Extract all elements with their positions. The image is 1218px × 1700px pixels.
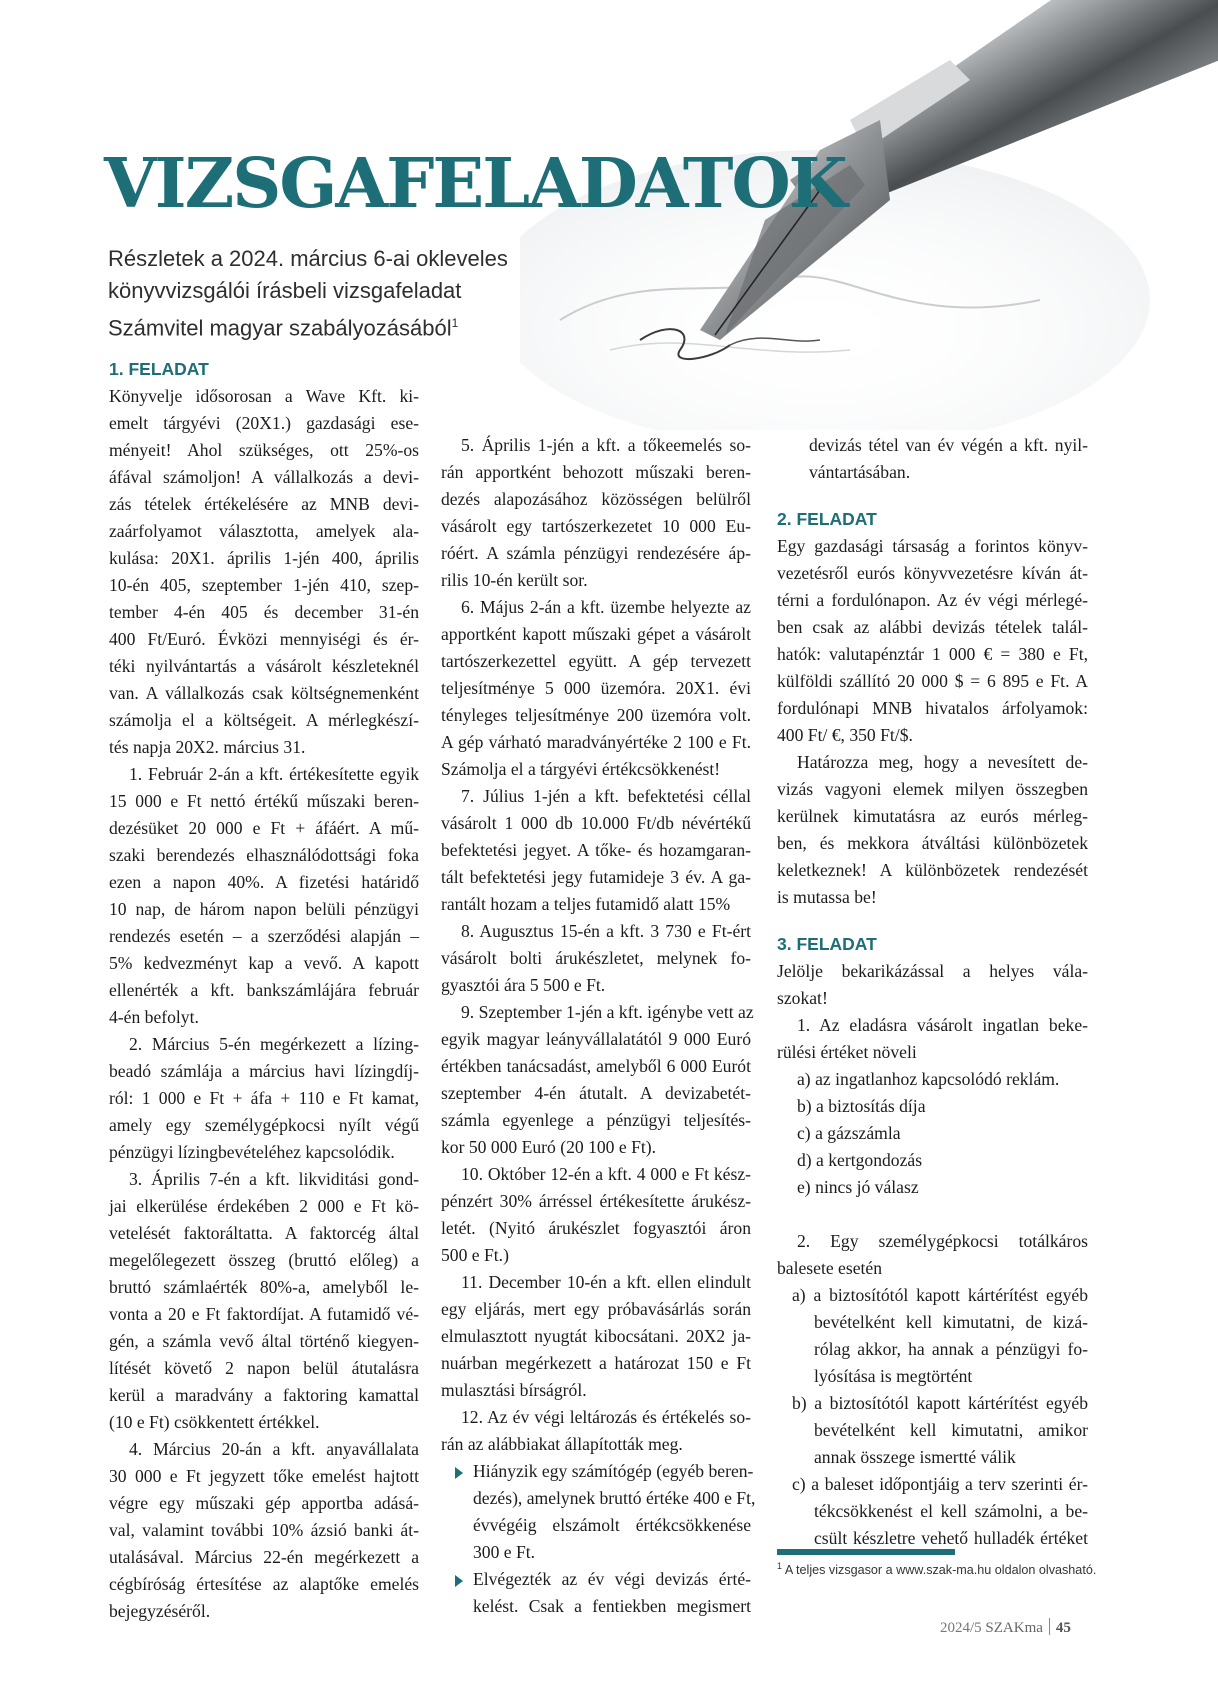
task-1-item-7: 7. Július 1-jén a kft. befektetési céllal vásárolt 1 000 db 10.000 Ft/db névértékű befektetési jegyet. A tőke- és hozamgaran- tált befektetési jegy futamideje 3 év. A ga- rantált hozam a teljes futamidő alatt 15% [441, 786, 751, 914]
spacer [777, 1201, 1088, 1228]
answer-option: c) a gázszámla [797, 1123, 901, 1143]
task-2-paragraph: Egy gazdasági társaság a forintos könyv- vezetésről eurós könyvvezetésre kíván át- térni a fordulónapon. Az év végi mérlegé- ben csak az alábbi devizás tételek talál- hatók: valutapénztár 1 000 € = 380 e Ft, külföldi szállító 20 000 $ = 6 895 e Ft. A fordulónapi MNB hivatalos árfolyamok: 400 Ft/ €, 350 Ft/$. [777, 536, 1088, 745]
task-3-intro: Jelölje bekarikázással a helyes vála- szokat! [777, 961, 1088, 1008]
answer-option: c) a baleset időpontjáig a terv szerinti ér- tékcsökkenést el kell számolni, a be- csült készletre vehető hulladék értéket [792, 1474, 1088, 1548]
list-item: Elvégezték az év végi devizás érté- kelést. Csak a fentiekben megismert [441, 1566, 751, 1620]
task-1-item-3: 3. Április 7-én a kft. likviditási gond- jai elkerülése érdekében 2 000 e Ft kö- vetelését faktoráltatta. A faktorcég által megelőlegezett összeg (bruttó előleg) a bruttó számlaérték 80%-a, amelyből le- vonta a 20 e Ft faktordíjat. A futamidő vé- gén, a számla vevő által történő kiegyen- lítését követő 2 napon belül átutalásra kerül a maradvány a faktoring kamattal (10 e Ft) csökkentett értékkel. [109, 1169, 419, 1432]
task-1-item-4: 4. Március 20-án a kft. anyavállalata 30 000 e Ft jegyzett tőke emelést hajtott végre egy műszaki gép apportba adásá- val, valamint további 10% ázsió banki át- utalásával. Március 22-én megérkezett a cégbíróság értesítése az alaptőke emelés bejegyzéséről. [109, 1439, 419, 1621]
triangle-bullet-icon [455, 1467, 463, 1479]
footnote: $^1$ A teljes vizsgasor a www.szak-ma.hu oldalon olvasható. [777, 1561, 1097, 1578]
answer-option: b) a biztosítótól kapott kártérítést egyéb bevételként kell kimutatni, amikor annak összege ismertté válik [792, 1393, 1088, 1467]
task-1-item-8: 8. Augusztus 15-én a kft. 3 730 e Ft-ért vásárolt bolti árukészletet, melynek fo- gyasztói ára 5 500 e Ft. [441, 921, 751, 995]
answer-option: a) a biztosítótól kapott kártérítést egyéb bevételként kell kimutatni, de kizá- rólag akkor, ha annak a pénzügyi fo- lyósítása is megtörtént [792, 1285, 1088, 1386]
column-2 [441, 432, 756, 1620]
divider [1049, 1618, 1050, 1635]
subtitle [108, 243, 578, 344]
answer-option: a) az ingatlanhoz kapcsolódó reklám. [797, 1069, 1060, 1089]
subtitle-line: könyvvizsgálói írásbeli vizsgafeladat [108, 278, 462, 303]
task-1-item-9: 9. Szeptember 1-jén a kft. igénybe vett az egyik magyar leányvállalatától 9 000 Euró értékben tanácsadást, amelyből 6 000 Eurót szeptember 4-én átutalt. A devizabetét- számla egyenlege a pénzügyi teljesítés- kor 50 000 Euró (20 100 e Ft). [441, 1002, 754, 1157]
question-1: 1. Az eladásra vásárolt ingatlan beke- rülési értéket növeli a) az ingatlanhoz kapcsolódó reklám. b) a biztosítás díja c) a gázszámla d) a kertgondozás e) nincs jó válasz [777, 1012, 1088, 1201]
task-2-paragraph: Határozza meg, hogy a nevesített de- vizás vagyoni elemek milyen összegben kerülnek kimutatásra az eurós mérleg- ben, és mekkora átváltási különbözetek keletkeznek! A különbözetek rendezését is mutassa be! [777, 752, 1088, 907]
page-number: 45 [1055, 1620, 1071, 1636]
footnote-mark: 1 [451, 316, 459, 330]
task-1-heading: 1. FELADAT [109, 359, 209, 379]
task-1-item-12: 12. Az év végi leltározás és értékelés so- rán az alábbiakat állapították meg. [441, 1407, 751, 1454]
page-footer [940, 1618, 1071, 1637]
task-1-item-11: 11. December 10-én a kft. ellen elindult egy eljárás, mert egy próbavásárlás során elmulasztott nyugtát kibocsátani. 20X2 ja- nuárban megérkezett a határozat 150 e Ft mulasztási bírságról. [441, 1272, 751, 1400]
footnote-divider [777, 1549, 955, 1555]
list-item-continued: devizás tétel van év végén a kft. nyil- vántartásában. [809, 435, 1088, 482]
task-1-item-10: 10. Október 12-én a kft. 4 000 e Ft kész- pénzért 30% árréssel értékesítette árukész- letét. (Nyitó árukészlet fogyasztói áron 500 e Ft.) [441, 1164, 751, 1265]
subtitle-line: Számvitel magyar szabályozásából$^1$ [108, 315, 459, 341]
answer-option: e) nincs jó válasz [797, 1177, 919, 1197]
issue-number: 2024/5 [940, 1620, 982, 1636]
task-1-item-6: 6. Május 2-án a kft. üzembe helyezte az apportként kapott műszaki gépet a vásárolt tartószerkezettel együtt. A gép tervezett teljesítménye 5 000 üzemóra. 20X1. évi tényleges teljesítménye 200 üzemóra volt. A gép várható maradványértéke 2 100 e Ft. Számolja el a tárgyévi értékcsökkenést! [441, 597, 751, 779]
list-item: Hiányzik egy számítógép (egyéb beren- dezés), amelynek bruttó értéke 400 e Ft, évvégéig elszámolt értékcsökkenése 300 e Ft. [441, 1458, 751, 1566]
magazine-name: SZAKma [985, 1620, 1043, 1636]
task-1-item-1: 1. Február 2-án a kft. értékesítette egyik 15 000 e Ft nettó értékű műszaki beren- dezésüket 20 000 e Ft + áfáért. A mű- szaki berendezés elhasználódottsági foka ezen a napon 40%. A fizetési határidő 10 nap, de három napon belüli pénzügyi rendezés esetén – a szerződési alapján – 5% kedvezményt kap a vevő. A kapott ellenérték a kft. bankszámlájára február 4-én befolyt. [109, 764, 419, 1027]
answer-option: d) a kertgondozás [797, 1150, 923, 1170]
question-2: 2. Egy személygépkocsi totálkáros balesete esetén a) a biztosítótól kapott kártérítést egyéb bevételként kell kimutatni, de kizá- rólag akkor, ha annak a pénzügyi fo- lyósítása is megtörtént b) a biztosítótól kapott kártérítést egyéb bevételként kell kimutatni, amikor annak összege ismertté válik c) a baleset időpontjáig a terv szerinti ér- tékcsökkenést el kell számolni, a be- csült készletre vehető hulladék értéket [777, 1228, 1088, 1552]
task-2-heading: 2. FELADAT [777, 509, 877, 529]
subtitle-line: Részletek a 2024. március 6-ai okleveles [108, 246, 508, 271]
task-1-item-2: 2. Március 5-én megérkezett a lízing- beadó számlája a március havi lízingdíj- ról: 1 000 e Ft + áfa + 110 e Ft kamat, amely egy személygépkocsi nyílt végű pénzügyi lízingbevételéhez kapcsolódik. [109, 1034, 419, 1162]
column-3 [777, 432, 1088, 1552]
column-1 [109, 356, 419, 1625]
triangle-bullet-icon [455, 1575, 463, 1587]
task-3-heading: 3. FELADAT [777, 934, 877, 954]
page-title: VIZSGAFELADATOK [104, 144, 846, 224]
task-1-item-5: 5. Április 1-jén a kft. a tőkeemelés so- rán apportként behozott műszaki beren- dezés alapozásához közösségen belülről vásárolt egy tartószerkezetet 10 000 Eu- róért. A számla pénzügyi rendezésére áp- rilis 10-én került sor. [441, 435, 751, 590]
task-1-intro: Könyvelje idősorosan a Wave Kft. ki- emelt tárgyévi (20X1.) gazdasági ese- ményeit! Ahol szükséges, ott 25%-os áfával számoljon! A vállalkozás a devi- zás tételek értékelésére az MNB devi- zaárfolyamot választotta, amelyek ala- kulása: 20X1. április 1-jén 400, április 10-én 405, szeptember 1-jén 410, szep- tember 4-én 405 és december 31-én 400 Ft/Euró. Évközi mennyiségi és ér- téki nyilvántartás a vásárolt készleteknél van. A vállalkozás csak költségnemenként számolja el a költségeit. A mérlegkészí- tés napja 20X2. március 31. [109, 386, 419, 757]
answer-option: b) a biztosítás díja [797, 1096, 926, 1116]
footnote-mark: 1 [777, 1561, 783, 1571]
